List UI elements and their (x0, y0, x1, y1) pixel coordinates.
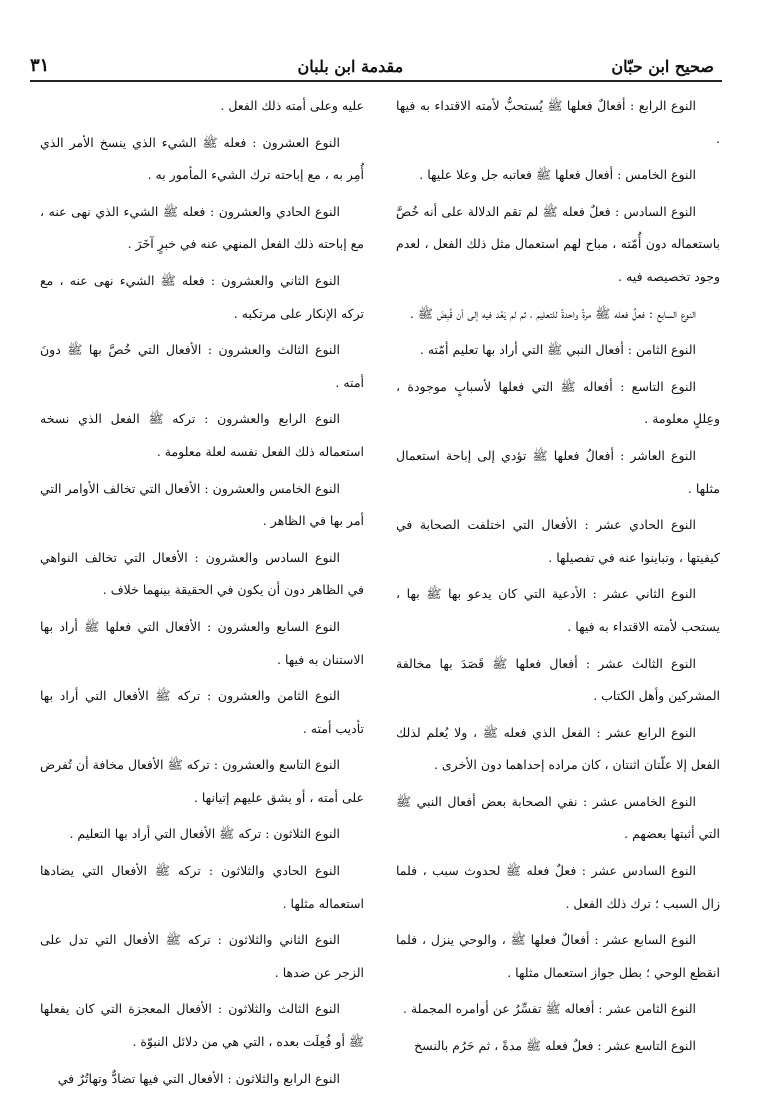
paragraph: النوع التاسع عشر : فعلٌ فعله ﷺ مدةً ، ثم حَرُم بالنسخ (414, 1038, 696, 1054)
paragraph: النوع السابع والعشرون : الأفعال التي فعلها ﷺ أراد بها الاستنان به فيها . (40, 618, 364, 667)
paragraph: النوع التاسع والعشرون : تركه ﷺ الأفعال مخافة أن تُفرض على أمته ، أو يشق عليهم إتيانها . (40, 757, 364, 805)
paragraph: النوع الثامن والعشرون : تركه ﷺ الأفعال التي أراد بها تأديب أمته . (40, 688, 364, 736)
paragraph: النوع السادس عشر : فعلٌ فعله ﷺ لحدوث سبب ، فلما زال السبب ؛ ترك ذلك الفعل . (396, 863, 720, 911)
paragraph: النوع الثاني عشر : الأدعية التي كان يدعو بها ﷺ بها ، يستحب لأمته الاقتداء به فيها . (396, 586, 720, 634)
section-title: مقدمة ابن بلبان (297, 57, 404, 76)
paragraph: النوع التاسع : أفعاله ﷺ التي فعلها لأسبابٍ موجودة ، وعِللٍ معلومة . (396, 378, 720, 427)
page-number: ٣١ (30, 55, 50, 76)
paragraph: النوع العاشر : أفعالٌ فعلها ﷺ تؤدي إلى إباحة استعمال مثلها . (396, 447, 720, 496)
paragraph: النوع السادس والعشرون : الأفعال التي تخالف النواهي في الظاهر دون أن يكون في الحقيقة بينهما خلاف . (40, 549, 364, 598)
paragraph: النوع الرابع والثلاثون : الأفعال التي فيها تضادٌّ وتهاتُرٌ في (57, 1070, 340, 1086)
paragraph-continuation: عليه وعلى أمته ذلك الفعل . (220, 98, 364, 113)
paragraph: النوع الثاني والثلاثون : تركه ﷺ الأفعال التي تدل على الزجر عن ضدها . (40, 932, 364, 980)
left-column (40, 90, 364, 1095)
running-header (30, 36, 714, 76)
paragraph: النوع الخامس والعشرون : الأفعال التي تخالف الأوامر التي أمر بها في الظاهر . (40, 480, 364, 529)
paragraph: النوع الرابع والعشرون : تركه ﷺ الفعل الذي نسخه استعماله ذلك الفعل نفسه لعلة معلومة . (40, 411, 364, 459)
paragraph: النوع الثاني والعشرون : فعله ﷺ الشيء نهى عنه ، مع تركه الإنكار على مرتكبه . (40, 272, 364, 321)
header-rule (30, 80, 722, 82)
paragraph: النوع الثالث والعشرون : الأفعال التي خُصَّ بها ﷺ دونَ أمته . (40, 342, 364, 390)
right-column (396, 90, 720, 1063)
paragraph: النوع الخامس : أفعال فعلها ﷺ فعاتبه جل وعلا عليها . (419, 167, 696, 183)
paragraph: النوع الثالث عشر : أفعال فعلها ﷺ قَصَدَ بها مخالفة المشركين وأهل الكتاب . (396, 655, 720, 704)
paragraph: النوع السادس : فعلٌ فعله ﷺ لم تقم الدلالة على أنه خُصَّ باستعماله دون أُمّته ، مباح لهم استعمال مثل ذلك الفعل ، لعدم وجود تخصيصه فيه . (396, 203, 720, 284)
paragraph: النوع الرابع عشر : الفعل الذي فعله ﷺ ، ولا يُعلم لذلك الفعل إلا علّتان اثنتان ، كان مراده إحداهما دون الأخرى . (396, 724, 720, 773)
paragraph: النوع الثلاثون : تركه ﷺ الأفعال التي أراد بها التعليم . (69, 826, 340, 842)
paragraph: النوع الرابع : أفعالٌ فعلها ﷺ يُستحبُّ لأمته الاقتداء به فيها . (396, 98, 720, 146)
paragraph: النوع السابع : فعلٌ فعله ﷺ مرةً واحدةً للتعليم ، ثم لم يَعُد فيه إلى أن قُبِضَ ﷺ . (409, 305, 696, 321)
paragraph: النوع السابع عشر : أفعالٌ فعلها ﷺ ، والوحي ينزل ، فلما انقطع الوحي ؛ بطل جواز استعمال مثلها . (396, 932, 720, 980)
paragraph: النوع الثامن عشر : أفعاله ﷺ تفسِّرُ عن أوامره المجملة . (403, 1001, 696, 1017)
paragraph: النوع الحادي والعشرون : فعله ﷺ الشيء الذي نهى عنه ، مع إباحته ذلك الفعل المنهي عنه في خبرٍ آخَرَ . (40, 203, 364, 252)
paragraph: النوع العشرون : فعله ﷺ الشيء الذي ينسخ الأمر الذي أُمِر به ، مع إباحته ترك الشيء المأمور به . (40, 134, 364, 183)
paragraph: النوع الثالث والثلاثون : الأفعال المعجزة التي كان يفعلها ﷺ أو فُعِلَت بعده ، التي هي من دلائل النبوّة . (40, 1001, 364, 1050)
paragraph: النوع الحادي عشر : الأفعال التي اختلفت الصحابة في كيفيتها ، وتباينوا عنه في تفصيلها . (396, 517, 720, 565)
paragraph: النوع الثامن : أفعال النبي ﷺ التي أراد بها تعليم أمّته . (419, 342, 696, 358)
book-title: صحيح ابن حبّان (611, 57, 714, 76)
paragraph: النوع الخامس عشر : نفي الصحابة بعض أفعال النبي ﷺ التي أثبتها بعضهم . (396, 793, 720, 842)
paragraph: النوع الحادي والثلاثون : تركه ﷺ الأفعال التي يضادها استعماله مثلها . (40, 863, 364, 911)
